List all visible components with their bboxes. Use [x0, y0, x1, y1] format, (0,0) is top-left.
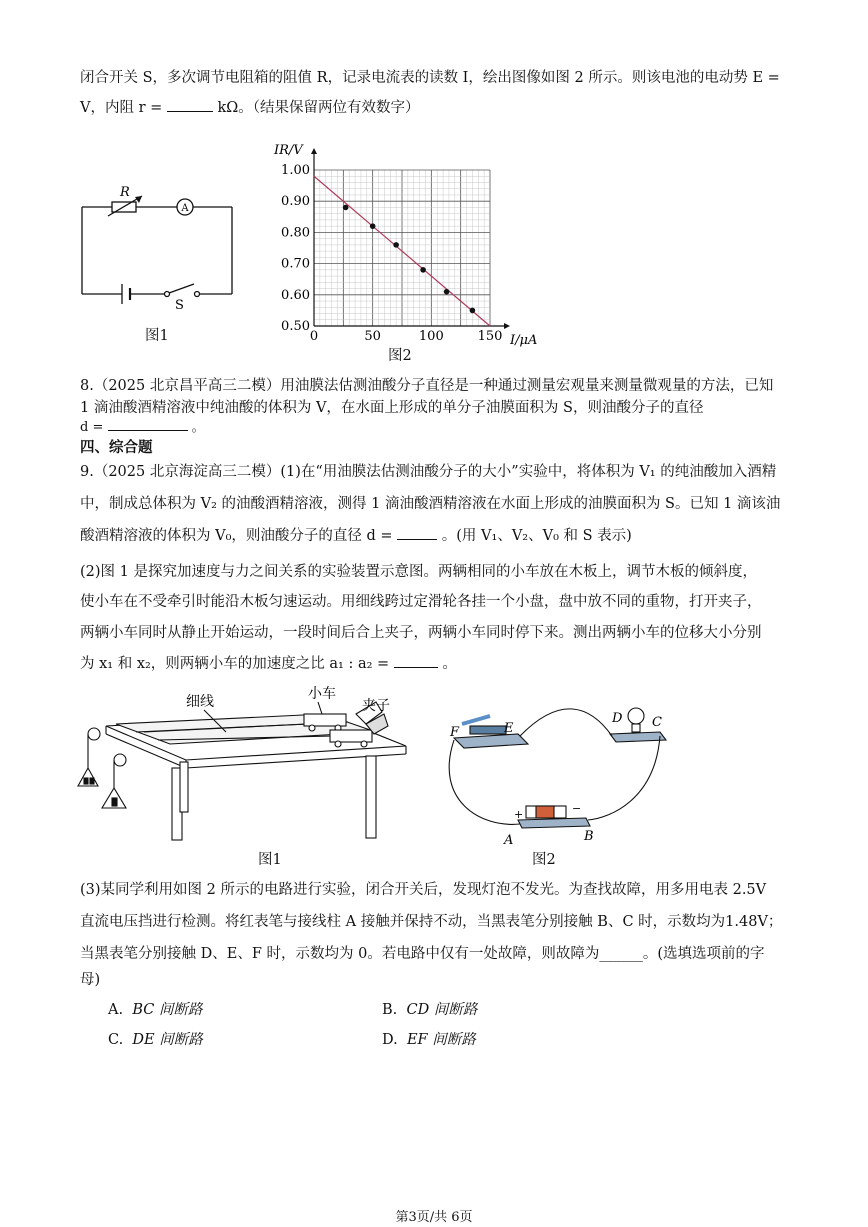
- data-point: [343, 205, 349, 211]
- q9-p3-line-4: 母): [80, 972, 101, 988]
- q8-line-1: 8.（2025 北京昌平高三二模）用油膜法估测油酸分子直径是一种通过测量宏观量来测量微观量的方法，已知: [80, 378, 774, 394]
- q9-p3-line-2: 直流电压挡进行检测。将红表笔与接线柱 A 接触并保持不动，当黑表笔分别接触 B、C 时，示数均为1.48V；: [80, 914, 783, 930]
- chart-y-label: IR/V: [274, 143, 303, 158]
- q7-line-1: 闭合开关 S，多次调节电阻箱的阻值 R，记录电流表的读数 I，绘出图像如图 2 所示。则该电池的电动势 E =: [80, 70, 780, 86]
- battery-minus: −: [572, 802, 582, 815]
- q8-line-3: [80, 416, 205, 435]
- data-point: [370, 223, 376, 229]
- option-a[interactable]: [108, 998, 202, 1019]
- y-tick-label: 0.80: [281, 225, 310, 241]
- q9-p1-line-1: 9.（2025 北京海淀高三二模）(1)在“用油膜法估测油酸分子的大小”实验中，将体积为 V₁ 的纯油酸加入酒精: [80, 464, 777, 480]
- option-d-label: D.: [382, 1032, 398, 1048]
- data-point: [470, 308, 476, 314]
- x-tick-label: 0: [309, 329, 319, 344]
- circuit-diagram-1: [72, 182, 242, 342]
- q9-p2-line-2: 使小车在不受牵引时能沿木板匀速运动。用细线跨过定滑轮各挂一个小盘，盘中放不同的重物，打开夹子，: [80, 594, 762, 610]
- data-point: [393, 242, 399, 248]
- q9-p2-line-4-a: 为 x₁ 和 x₂，则两辆小车的加速度之比 a₁ : a₂ =: [80, 656, 390, 672]
- data-point: [444, 289, 450, 295]
- q7-fig2-caption: 图2: [388, 348, 412, 364]
- option-c[interactable]: [108, 1028, 203, 1049]
- option-d-text: EF 间断路: [406, 1032, 476, 1048]
- option-c-text: DE 间断路: [132, 1032, 203, 1048]
- q9-fig1-caption: 图1: [258, 852, 282, 868]
- q9-p2-line-1: (2)图 1 是探究加速度与力之间关系的实验装置示意图。两辆相同的小车放在木板上，调节木板的倾斜度，: [80, 564, 757, 580]
- terminal-b: B: [584, 829, 594, 844]
- option-a-label: A.: [108, 1002, 124, 1018]
- q9-fig2-caption: 图2: [532, 852, 556, 868]
- q9-p3-line-1: (3)某同学利用如图 2 所示的电路进行实验，闭合开关后，发现灯泡不发光。为查找故障，用多用电表 2.5V: [80, 882, 767, 898]
- q8-line-3-a: d =: [80, 420, 104, 435]
- option-b[interactable]: [382, 998, 477, 1019]
- option-d[interactable]: [382, 1028, 476, 1049]
- y-tick-label: 0.60: [281, 287, 310, 303]
- option-c-label: C.: [108, 1032, 124, 1048]
- q9-p1-line-2: 中，制成总体积为 V₂ 的油酸酒精溶液，测得 1 滴油酸酒精溶液在水面上形成的油膜面积为 S。已知 1 滴该油: [80, 496, 781, 512]
- cart-apparatus-diagram: [76, 684, 416, 844]
- y-tick-label: 0.70: [281, 256, 310, 272]
- q7-fig1-caption: 图1: [145, 328, 169, 344]
- q9-p1-line-3-b: 。(用 V₁、V₂、V₀ 和 S 表示): [441, 528, 632, 544]
- terminal-d: D: [612, 711, 623, 726]
- x-tick-label: 150: [477, 329, 503, 344]
- q9-p1-line-3-a: 酸酒精溶液的体积为 V₀，则油酸分子的直径 d =: [80, 528, 393, 544]
- terminal-e: E: [504, 721, 514, 736]
- data-point: [420, 267, 426, 273]
- terminal-c: C: [652, 715, 662, 730]
- q9-p2-line-4: [80, 652, 457, 673]
- label-resistor-r: R: [120, 185, 130, 200]
- option-b-label: B.: [382, 1002, 398, 1018]
- label-cart: 小车: [308, 686, 336, 702]
- option-a-text: BC 间断路: [132, 1002, 203, 1018]
- q9-p1-line-3: [80, 524, 632, 545]
- y-tick-label: 0.90: [281, 194, 310, 210]
- q7-line-2: [80, 96, 420, 117]
- x-axis-arrow: [504, 323, 510, 329]
- answer-blank-d[interactable]: [108, 416, 188, 431]
- x-tick-label: 50: [364, 329, 381, 344]
- label-switch-s: S: [175, 298, 184, 313]
- battery-plus: +: [514, 808, 524, 821]
- y-tick-label: 0.50: [281, 319, 310, 334]
- y-tick-label: 1.00: [281, 163, 310, 178]
- q8-line-2: 1 滴油酸酒精溶液中纯油酸的体积为 V，在水面上形成的单分子油膜面积为 S，则油酸分子的直径: [80, 400, 704, 416]
- q8-line-3-b: 。: [191, 420, 205, 435]
- chart-x-label: I/μA: [510, 333, 538, 348]
- answer-blank-ratio[interactable]: [394, 653, 438, 668]
- terminal-a: A: [504, 833, 514, 848]
- x-tick-label: 100: [418, 329, 444, 344]
- page-footer: 第3页/共 6页: [395, 1210, 473, 1225]
- terminal-f: F: [450, 725, 460, 740]
- bulb-circuit-diagram: [440, 700, 670, 850]
- q9-p3-line-3: 当黑表笔分别接触 D、E、F 时，示数均为 0。若电路中仅有一处故障，则故障为______。(选填选项前的字: [80, 946, 765, 962]
- chart-grid: [314, 170, 490, 326]
- label-ammeter: A: [181, 203, 189, 214]
- q7-line-2-a: V，内阻 r =: [80, 100, 163, 116]
- q7-chart: [270, 140, 560, 352]
- label-thread: 细线: [186, 694, 214, 710]
- q9-p2-line-4-b: 。: [442, 656, 457, 672]
- option-b-text: CD 间断路: [406, 1002, 478, 1018]
- y-axis-arrow: [311, 148, 317, 154]
- answer-blank-diameter[interactable]: [397, 525, 437, 540]
- label-clip: 夹子: [362, 698, 390, 714]
- section-heading: 四、综合题: [80, 439, 153, 456]
- q7-line-2-b: kΩ。（结果保留两位有效数字）: [217, 100, 420, 116]
- q9-p2-line-3: 两辆小车同时从静止开始运动，一段时间后合上夹子，两辆小车同时停下来。测出两辆小车的位移大小分别: [80, 625, 762, 641]
- answer-blank-r[interactable]: [167, 97, 213, 112]
